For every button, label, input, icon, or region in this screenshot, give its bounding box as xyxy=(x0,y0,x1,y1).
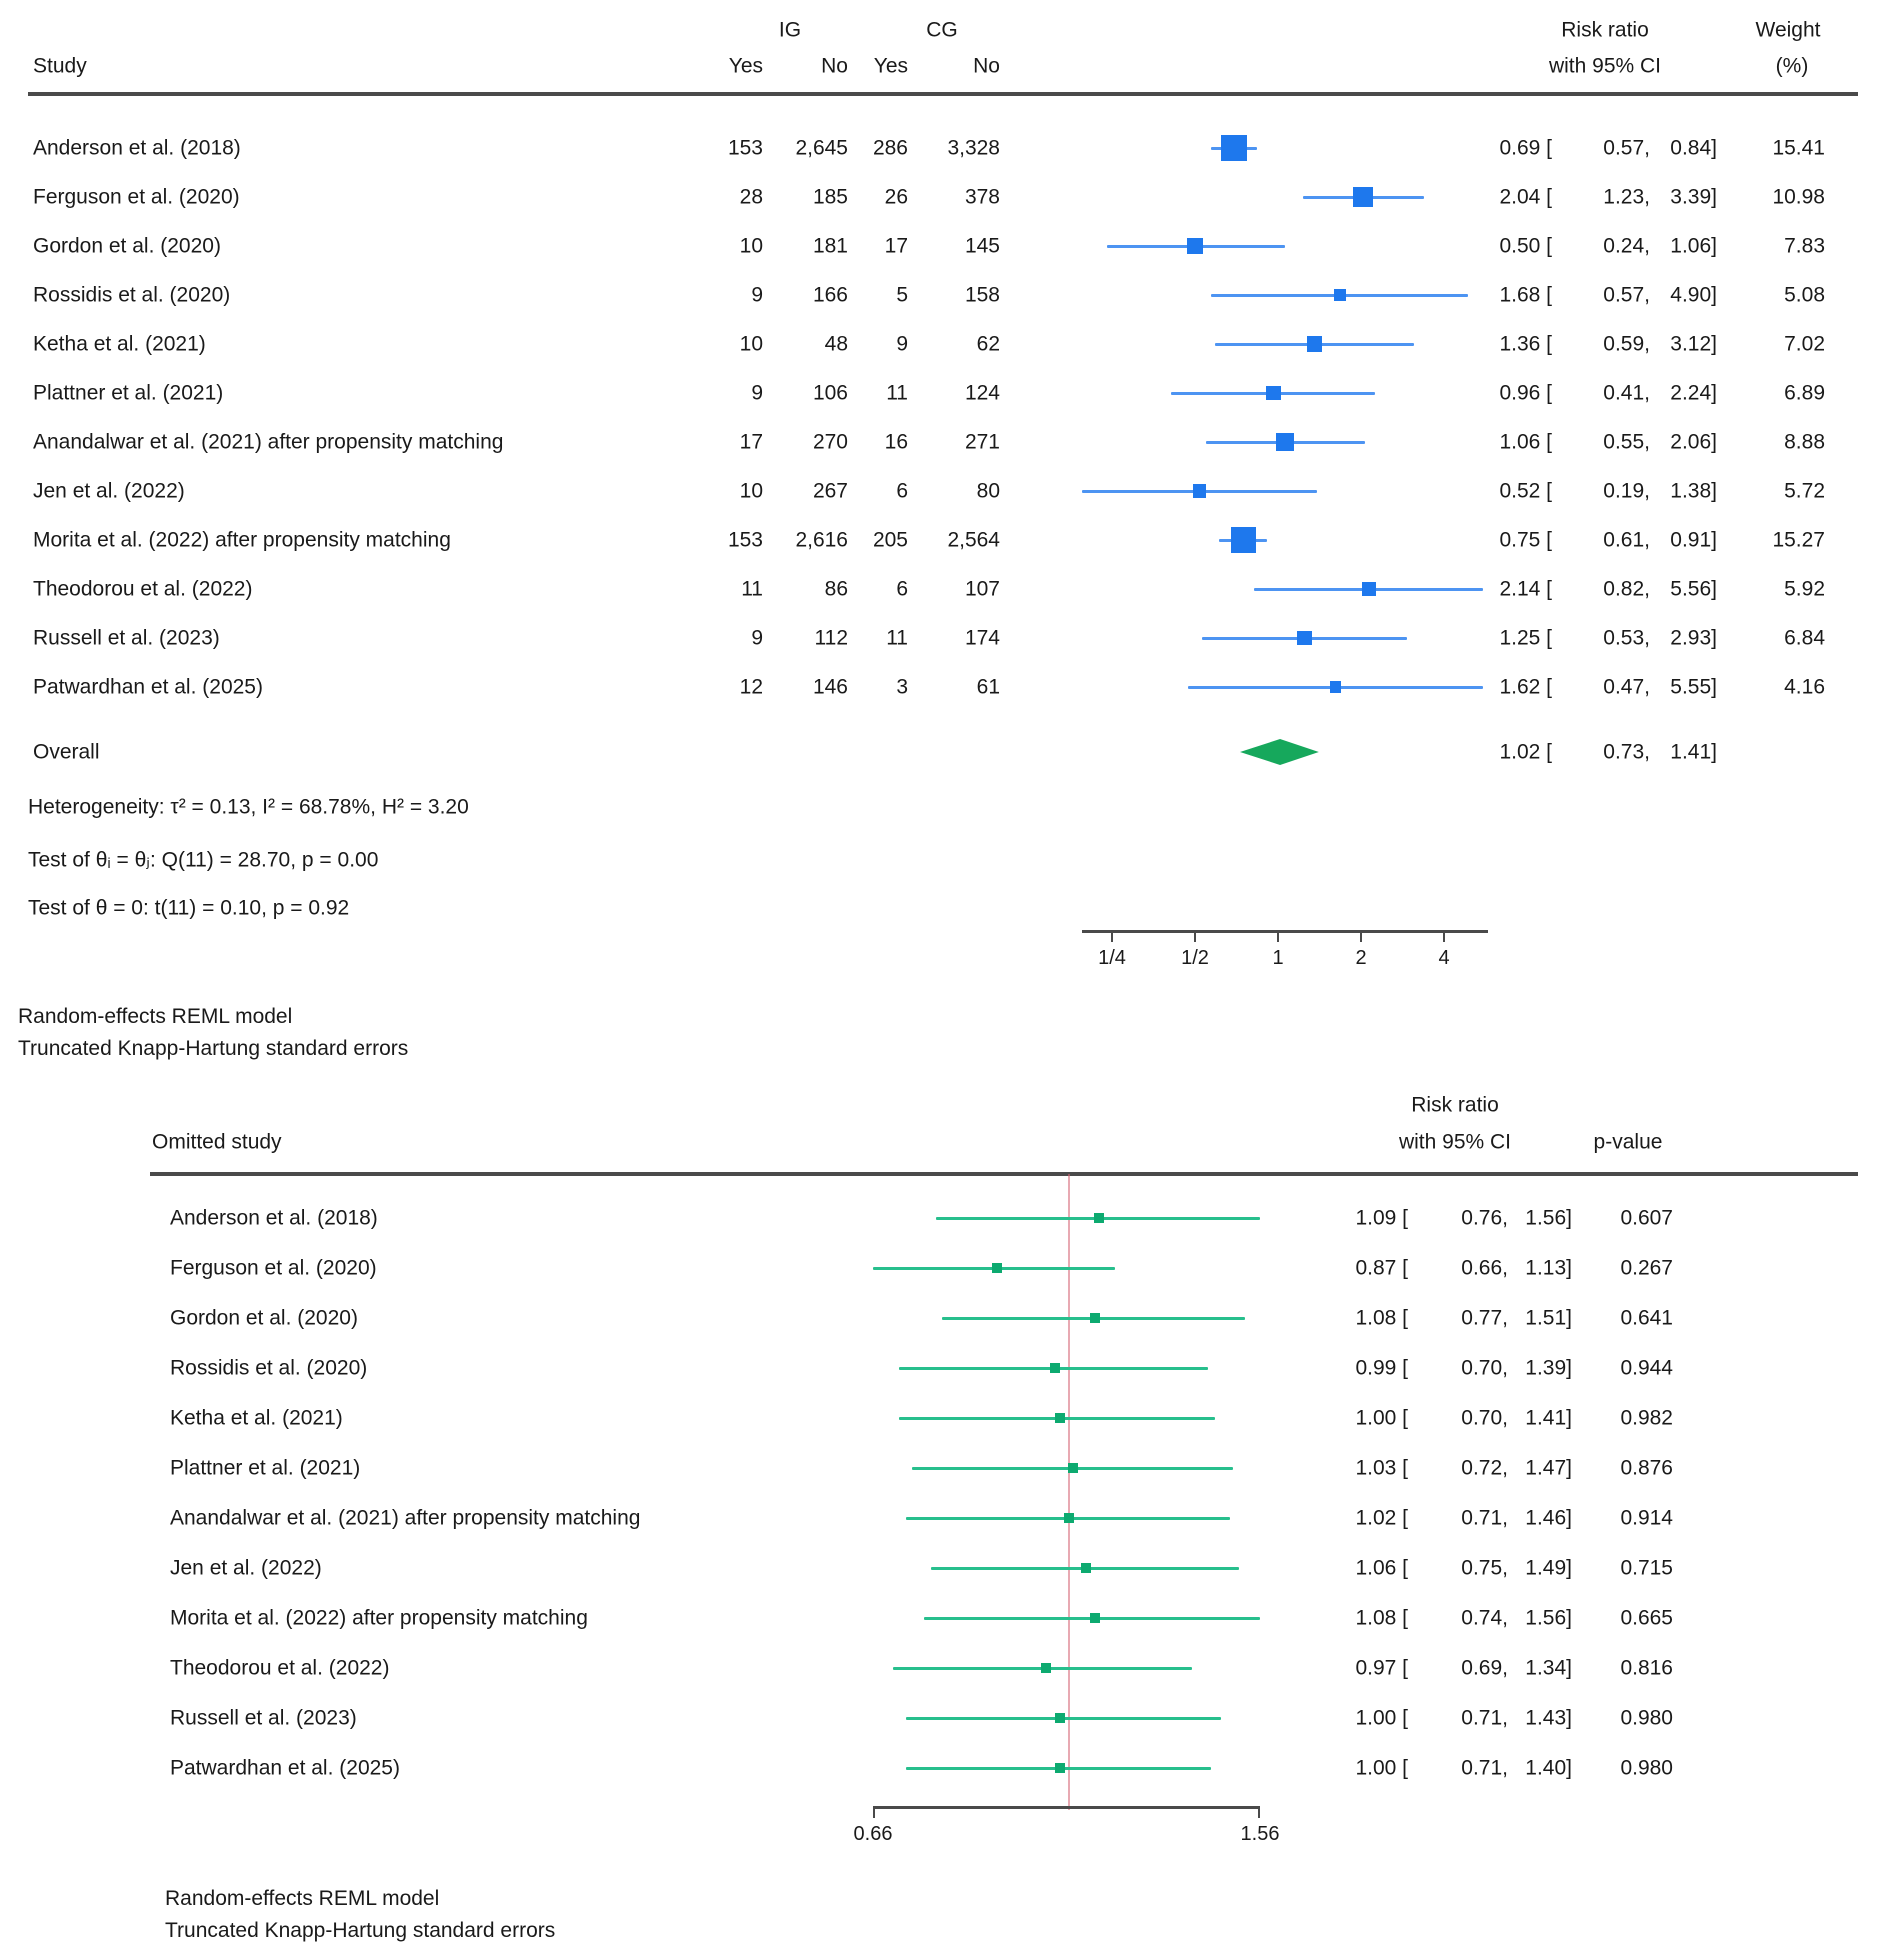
count-cell: 16 xyxy=(884,430,908,454)
p-value-cell: 0.980 xyxy=(1620,1706,1673,1730)
study-label: Gordon et al. (2020) xyxy=(33,234,221,258)
p-value-cell: 0.982 xyxy=(1620,1406,1673,1430)
point-marker xyxy=(1094,1213,1104,1223)
omitted-study-label: Russell et al. (2023) xyxy=(170,1706,357,1730)
weight-cell: 5.72 xyxy=(1784,479,1825,503)
rr-estimate: 1.68 [ xyxy=(1499,283,1552,307)
bottom-header-pvalue: p-value xyxy=(1593,1130,1663,1154)
rr-estimate: 1.02 [ xyxy=(1355,1506,1408,1530)
weight-cell: 4.16 xyxy=(1784,675,1825,699)
overall-diamond-shape xyxy=(1240,739,1319,765)
point-marker xyxy=(1064,1513,1074,1523)
axis-tick-label: 4 xyxy=(1438,947,1450,969)
rr-ci-high: 1.41] xyxy=(1525,1406,1572,1430)
axis-min-label: 0.66 xyxy=(853,1823,893,1845)
p-value-cell: 0.816 xyxy=(1620,1656,1673,1680)
top-header-ig-yes: Yes xyxy=(728,54,763,78)
top-footer-model: Random-effects REML model xyxy=(18,1005,293,1028)
point-marker xyxy=(1353,187,1373,207)
point-marker xyxy=(1297,631,1312,646)
rr-ci-low: 0.74, xyxy=(1461,1606,1508,1630)
rr-ci-high: 2.24] xyxy=(1670,381,1717,405)
count-cell: 11 xyxy=(886,626,908,650)
rr-estimate: 1.00 [ xyxy=(1355,1756,1408,1780)
omitted-study-label: Jen et al. (2022) xyxy=(170,1556,322,1580)
top-header-weight: Weight xyxy=(1755,18,1821,42)
overall-rr-estimate: 1.02 [ xyxy=(1499,740,1552,764)
rr-ci-high: 3.39] xyxy=(1670,185,1717,209)
count-cell: 10 xyxy=(739,234,763,258)
rr-ci-high: 3.12] xyxy=(1670,332,1717,356)
rr-ci-low: 0.76, xyxy=(1461,1206,1508,1230)
omitted-study-label: Morita et al. (2022) after propensity matching xyxy=(170,1606,588,1630)
study-label: Anderson et al. (2018) xyxy=(33,136,241,160)
point-marker xyxy=(1187,238,1203,254)
point-marker xyxy=(1221,135,1247,161)
rr-ci-low: 0.66, xyxy=(1461,1256,1508,1280)
count-cell: 112 xyxy=(814,626,848,650)
weight-cell: 7.02 xyxy=(1784,332,1825,356)
overall-rr-ci-low: 0.73, xyxy=(1603,740,1650,764)
point-marker xyxy=(1330,681,1341,692)
point-marker xyxy=(1055,1713,1065,1723)
rr-ci-high: 1.38] xyxy=(1670,479,1717,503)
axis-tick-label: 1 xyxy=(1272,947,1284,969)
weight-cell: 5.92 xyxy=(1784,577,1825,601)
count-cell: 12 xyxy=(739,675,763,699)
rr-ci-low: 0.69, xyxy=(1461,1656,1508,1680)
count-cell: 28 xyxy=(739,185,763,209)
rr-ci-low: 0.55, xyxy=(1603,430,1650,454)
omitted-study-label: Anandalwar et al. (2021) after propensity matching xyxy=(170,1506,641,1530)
point-marker xyxy=(1334,289,1347,302)
count-cell: 185 xyxy=(812,185,848,209)
rr-ci-low: 0.57, xyxy=(1603,283,1650,307)
point-marker xyxy=(1231,527,1257,553)
count-cell: 2,564 xyxy=(947,528,1000,552)
count-cell: 153 xyxy=(727,136,763,160)
rr-ci-low: 0.47, xyxy=(1603,675,1650,699)
rr-ci-high: 1.13] xyxy=(1525,1256,1572,1280)
omitted-study-label: Ferguson et al. (2020) xyxy=(170,1256,377,1280)
weight-cell: 10.98 xyxy=(1772,185,1825,209)
p-value-cell: 0.914 xyxy=(1620,1506,1673,1530)
overall-label: Overall xyxy=(33,740,100,764)
rr-ci-low: 0.57, xyxy=(1603,136,1650,160)
omitted-study-label: Gordon et al. (2020) xyxy=(170,1306,358,1330)
bottom-header-with-ci: with 95% CI xyxy=(1398,1130,1512,1154)
rr-ci-low: 0.19, xyxy=(1603,479,1650,503)
count-cell: 11 xyxy=(886,381,908,405)
point-marker xyxy=(1307,336,1322,351)
rr-ci-high: 1.06] xyxy=(1670,234,1717,258)
axis-tick xyxy=(1111,933,1113,942)
axis-tick xyxy=(1194,933,1196,942)
rr-ci-low: 0.61, xyxy=(1603,528,1650,552)
rr-ci-high: 2.93] xyxy=(1670,626,1717,650)
count-cell: 9 xyxy=(751,283,763,307)
rr-ci-low: 0.72, xyxy=(1461,1456,1508,1480)
bottom-header-omitted: Omitted study xyxy=(152,1130,282,1154)
point-marker xyxy=(1068,1463,1078,1473)
bottom-header-risk-ratio: Risk ratio xyxy=(1411,1093,1499,1117)
count-cell: 62 xyxy=(976,332,1000,356)
axis-tick-label: 2 xyxy=(1355,947,1367,969)
p-value-cell: 0.267 xyxy=(1620,1256,1673,1280)
count-cell: 271 xyxy=(964,430,1000,454)
p-value-cell: 0.607 xyxy=(1620,1206,1673,1230)
count-cell: 270 xyxy=(812,430,848,454)
point-marker xyxy=(1055,1763,1065,1773)
point-marker xyxy=(1041,1663,1051,1673)
axis-tick xyxy=(1277,933,1279,942)
rr-ci-high: 1.47] xyxy=(1525,1456,1572,1480)
count-cell: 166 xyxy=(812,283,848,307)
rr-ci-high: 1.56] xyxy=(1525,1606,1572,1630)
rr-estimate: 1.03 [ xyxy=(1355,1456,1408,1480)
rr-estimate: 1.36 [ xyxy=(1499,332,1552,356)
rr-estimate: 2.14 [ xyxy=(1499,577,1552,601)
point-marker xyxy=(992,1263,1002,1273)
top-header-study: Study xyxy=(33,54,87,78)
weight-cell: 5.08 xyxy=(1784,283,1825,307)
top-header-cg-no: No xyxy=(973,54,1000,78)
point-marker xyxy=(1193,484,1206,497)
top-table-rule xyxy=(28,92,1858,96)
study-label: Patwardhan et al. (2025) xyxy=(33,675,263,699)
study-label: Jen et al. (2022) xyxy=(33,479,185,503)
axis-tick xyxy=(873,1809,875,1818)
count-cell: 9 xyxy=(751,626,763,650)
rr-ci-high: 1.43] xyxy=(1525,1706,1572,1730)
count-cell: 2,645 xyxy=(795,136,848,160)
rr-ci-low: 0.59, xyxy=(1603,332,1650,356)
count-cell: 6 xyxy=(896,577,908,601)
study-label: Morita et al. (2022) after propensity matching xyxy=(33,528,451,552)
rr-ci-low: 0.70, xyxy=(1461,1406,1508,1430)
study-label: Ferguson et al. (2020) xyxy=(33,185,240,209)
rr-ci-high: 0.84] xyxy=(1670,136,1717,160)
count-cell: 174 xyxy=(964,626,1000,650)
heterogeneity-text: Heterogeneity: τ² = 0.13, I² = 68.78%, H² = 3.20 xyxy=(28,795,469,819)
count-cell: 10 xyxy=(739,332,763,356)
p-value-cell: 0.944 xyxy=(1620,1356,1673,1380)
rr-ci-high: 1.46] xyxy=(1525,1506,1572,1530)
rr-ci-high: 0.91] xyxy=(1670,528,1717,552)
rr-estimate: 1.25 [ xyxy=(1499,626,1552,650)
top-header-ig-no: No xyxy=(821,54,848,78)
rr-estimate: 0.87 [ xyxy=(1355,1256,1408,1280)
rr-estimate: 1.09 [ xyxy=(1355,1206,1408,1230)
count-cell: 153 xyxy=(727,528,763,552)
rr-ci-low: 0.75, xyxy=(1461,1556,1508,1580)
rr-estimate: 0.52 [ xyxy=(1499,479,1552,503)
study-label: Theodorou et al. (2022) xyxy=(33,577,253,601)
rr-ci-low: 0.70, xyxy=(1461,1356,1508,1380)
bottom-footer-model: Random-effects REML model xyxy=(165,1887,440,1910)
point-marker xyxy=(1266,386,1281,401)
top-header-cg-yes: Yes xyxy=(873,54,908,78)
rr-estimate: 1.62 [ xyxy=(1499,675,1552,699)
rr-ci-low: 0.71, xyxy=(1461,1756,1508,1780)
rr-estimate: 1.08 [ xyxy=(1355,1606,1408,1630)
weight-cell: 7.83 xyxy=(1784,234,1825,258)
rr-ci-high: 1.40] xyxy=(1525,1756,1572,1780)
rr-estimate: 0.75 [ xyxy=(1499,528,1552,552)
count-cell: 2,616 xyxy=(795,528,848,552)
count-cell: 17 xyxy=(884,234,908,258)
omitted-study-label: Anderson et al. (2018) xyxy=(170,1206,378,1230)
rr-ci-high: 1.34] xyxy=(1525,1656,1572,1680)
point-marker xyxy=(1050,1363,1060,1373)
top-header-risk-ratio: Risk ratio xyxy=(1561,18,1649,42)
weight-cell: 8.88 xyxy=(1784,430,1825,454)
weight-cell: 6.84 xyxy=(1784,626,1825,650)
axis-tick xyxy=(1443,933,1445,942)
rr-estimate: 1.06 [ xyxy=(1355,1556,1408,1580)
p-value-cell: 0.980 xyxy=(1620,1756,1673,1780)
count-cell: 205 xyxy=(872,528,908,552)
omitted-study-label: Patwardhan et al. (2025) xyxy=(170,1756,400,1780)
p-value-cell: 0.715 xyxy=(1620,1556,1673,1580)
point-marker xyxy=(1055,1413,1065,1423)
count-cell: 286 xyxy=(872,136,908,160)
count-cell: 5 xyxy=(896,283,908,307)
study-label: Ketha et al. (2021) xyxy=(33,332,206,356)
bottom-table-rule xyxy=(150,1172,1858,1176)
point-marker xyxy=(1276,433,1294,451)
study-label: Russell et al. (2023) xyxy=(33,626,220,650)
omitted-study-label: Rossidis et al. (2020) xyxy=(170,1356,368,1380)
top-header-ig-group: IG xyxy=(778,18,802,42)
study-label: Rossidis et al. (2020) xyxy=(33,283,231,307)
axis-tick xyxy=(1360,933,1362,942)
bottom-footer-se: Truncated Knapp-Hartung standard errors xyxy=(165,1919,556,1942)
rr-ci-low: 1.23, xyxy=(1603,185,1650,209)
rr-ci-high: 4.90] xyxy=(1670,283,1717,307)
count-cell: 11 xyxy=(741,577,763,601)
overall-rr-ci-high: 1.41] xyxy=(1670,740,1717,764)
axis-tick xyxy=(1258,1809,1260,1818)
count-cell: 6 xyxy=(896,479,908,503)
point-marker xyxy=(1081,1563,1091,1573)
rr-estimate: 2.04 [ xyxy=(1499,185,1552,209)
axis-max-label: 1.56 xyxy=(1240,1823,1280,1845)
omitted-study-label: Ketha et al. (2021) xyxy=(170,1406,343,1430)
axis-line xyxy=(1082,930,1488,933)
count-cell: 146 xyxy=(812,675,848,699)
axis-tick-label: 1/2 xyxy=(1181,947,1209,969)
study-label: Anandalwar et al. (2021) after propensity matching xyxy=(33,430,504,454)
weight-cell: 6.89 xyxy=(1784,381,1825,405)
rr-estimate: 0.99 [ xyxy=(1355,1356,1408,1380)
rr-ci-high: 1.39] xyxy=(1525,1356,1572,1380)
count-cell: 158 xyxy=(964,283,1000,307)
point-marker xyxy=(1362,582,1376,596)
rr-estimate: 1.00 [ xyxy=(1355,1406,1408,1430)
weight-cell: 15.41 xyxy=(1772,136,1825,160)
test-t-text: Test of θ = 0: t(11) = 0.10, p = 0.92 xyxy=(28,896,350,920)
count-cell: 9 xyxy=(896,332,908,356)
top-header-with-ci: with 95% CI xyxy=(1548,54,1662,78)
count-cell: 145 xyxy=(964,234,1000,258)
count-cell: 26 xyxy=(884,185,908,209)
rr-ci-low: 0.77, xyxy=(1461,1306,1508,1330)
count-cell: 107 xyxy=(964,577,1000,601)
count-cell: 48 xyxy=(824,332,848,356)
rr-ci-low: 0.24, xyxy=(1603,234,1650,258)
study-label: Plattner et al. (2021) xyxy=(33,381,224,405)
rr-estimate: 0.50 [ xyxy=(1499,234,1552,258)
count-cell: 124 xyxy=(964,381,1000,405)
rr-estimate: 0.97 [ xyxy=(1355,1656,1408,1680)
top-header-cg-group: CG xyxy=(926,18,958,42)
count-cell: 3,328 xyxy=(947,136,1000,160)
rr-ci-high: 1.51] xyxy=(1525,1306,1572,1330)
count-cell: 61 xyxy=(976,675,1000,699)
rr-ci-high: 5.56] xyxy=(1670,577,1717,601)
rr-estimate: 0.96 [ xyxy=(1499,381,1552,405)
count-cell: 106 xyxy=(812,381,848,405)
count-cell: 10 xyxy=(739,479,763,503)
p-value-cell: 0.876 xyxy=(1620,1456,1673,1480)
rr-estimate: 0.69 [ xyxy=(1499,136,1552,160)
top-header-pct: (%) xyxy=(1775,54,1809,78)
point-marker xyxy=(1090,1613,1100,1623)
count-cell: 378 xyxy=(964,185,1000,209)
rr-estimate: 1.08 [ xyxy=(1355,1306,1408,1330)
p-value-cell: 0.665 xyxy=(1620,1606,1673,1630)
test-q-text: Test of θᵢ = θⱼ: Q(11) = 28.70, p = 0.00 xyxy=(28,848,379,872)
count-cell: 9 xyxy=(751,381,763,405)
omitted-study-label: Plattner et al. (2021) xyxy=(170,1456,361,1480)
axis-tick-label: 1/4 xyxy=(1098,947,1126,969)
count-cell: 181 xyxy=(812,234,848,258)
rr-ci-low: 0.71, xyxy=(1461,1506,1508,1530)
rr-ci-low: 0.71, xyxy=(1461,1706,1508,1730)
count-cell: 3 xyxy=(896,675,908,699)
top-footer-se: Truncated Knapp-Hartung standard errors xyxy=(18,1037,409,1060)
count-cell: 267 xyxy=(812,479,848,503)
rr-ci-low: 0.82, xyxy=(1603,577,1650,601)
count-cell: 86 xyxy=(824,577,848,601)
omitted-study-label: Theodorou et al. (2022) xyxy=(170,1656,390,1680)
rr-ci-low: 0.41, xyxy=(1603,381,1650,405)
p-value-cell: 0.641 xyxy=(1620,1306,1673,1330)
weight-cell: 15.27 xyxy=(1772,528,1825,552)
rr-ci-high: 1.49] xyxy=(1525,1556,1572,1580)
axis-line xyxy=(873,1806,1260,1809)
rr-ci-high: 1.56] xyxy=(1525,1206,1572,1230)
count-cell: 80 xyxy=(976,479,1000,503)
count-cell: 17 xyxy=(739,430,763,454)
rr-ci-high: 5.55] xyxy=(1670,675,1717,699)
rr-estimate: 1.06 [ xyxy=(1499,430,1552,454)
rr-ci-high: 2.06] xyxy=(1670,430,1717,454)
rr-estimate: 1.00 [ xyxy=(1355,1706,1408,1730)
rr-ci-low: 0.53, xyxy=(1603,626,1650,650)
point-marker xyxy=(1090,1313,1100,1323)
